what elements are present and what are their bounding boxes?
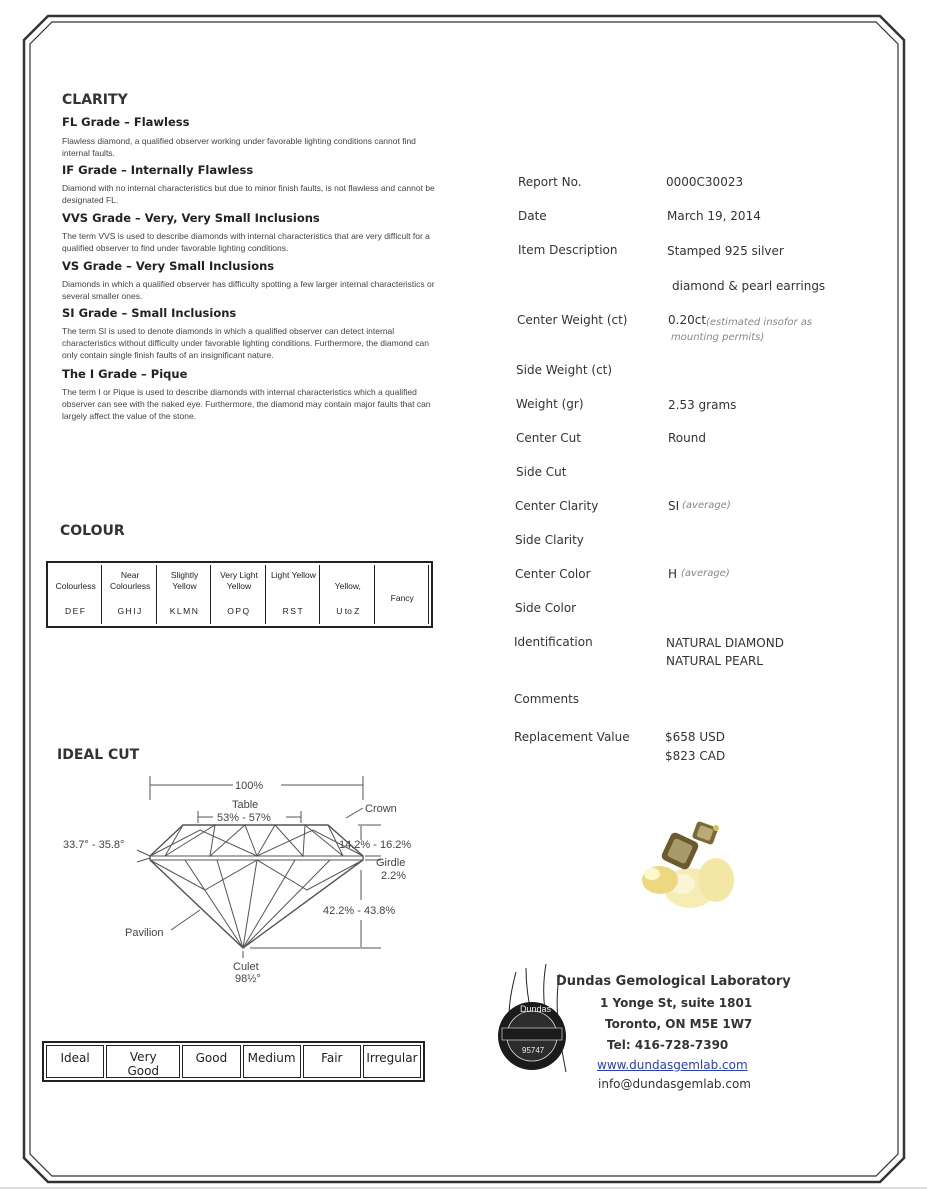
crown-label: Crown xyxy=(365,803,397,815)
colour-cell: Light Yellow RST xyxy=(268,565,320,624)
colour-cell: Yellow, U to Z xyxy=(322,565,374,624)
side-weight-label: Side Weight (ct) xyxy=(516,363,613,377)
center-color-value: H xyxy=(668,567,678,581)
center-cut-label: Center Cut xyxy=(516,431,581,445)
weight-gr-value: 2.53 grams xyxy=(668,398,737,412)
lab-name: Dundas Gemological Laboratory xyxy=(556,974,791,989)
grade-i-description: The term I or Pique is used to describe diamonds with internal characteristics which a qualified observer can see with the naked eye. Furthermore, the diamond may contain major faults that can largely affect the value of the stone. xyxy=(62,387,431,421)
colour-cell: Colourless DEF xyxy=(50,565,102,624)
pavilion-label: Pavilion xyxy=(125,927,164,939)
clarity-title: CLARITY xyxy=(62,92,128,108)
item-description-value-line2: diamond & pearl earrings xyxy=(672,279,826,293)
center-weight-value: 0.20ct xyxy=(668,313,707,327)
girdle-value-label: 2.2% xyxy=(381,870,407,882)
lab-city: Toronto, ON M5E 1W7 xyxy=(605,1017,753,1031)
center-weight-label: Center Weight (ct) xyxy=(517,313,628,327)
identification-value-1: NATURAL DIAMOND xyxy=(666,636,784,650)
side-color-label: Side Color xyxy=(515,601,577,615)
grade-vvs-heading: VVS Grade – Very, Very Small Inclusions xyxy=(62,211,320,225)
replacement-value-usd: $658 USD xyxy=(665,730,725,744)
grade-i-heading: The I Grade – Pique xyxy=(62,367,188,381)
grade-if-heading: IF Grade – Internally Flawless xyxy=(62,163,254,177)
table-label: Table xyxy=(232,799,259,811)
ideal-cut-title: IDEAL CUT xyxy=(57,747,140,763)
replacement-value-cad: $823 CAD xyxy=(665,749,726,763)
colour-scale-table xyxy=(46,561,433,628)
lab-address: 1 Yonge St, suite 1801 xyxy=(600,996,753,1010)
colour-cell: Near Colourless GHIJ xyxy=(104,565,156,624)
center-clarity-note: (average) xyxy=(682,500,731,511)
culet-angle-label: 98½° xyxy=(235,973,261,985)
girdle-label: Girdle xyxy=(376,857,406,869)
colour-title: COLOUR xyxy=(60,523,125,539)
center-cut-value: Round xyxy=(668,431,706,445)
table-range-label: 53% - 57% xyxy=(217,812,271,824)
comments-label: Comments xyxy=(514,692,580,706)
crown-angle-label: 33.7° - 35.8° xyxy=(63,839,125,851)
colour-cell: Very Light Yellow OPQ xyxy=(213,565,265,624)
cut-grade-cell: Medium xyxy=(243,1045,301,1078)
date-value: March 19, 2014 xyxy=(667,209,761,223)
colour-cell: Fancy xyxy=(377,565,429,624)
grade-vs-description: Diamonds in which a qualified observer has difficulty spotting a few larger internal characteristics or several smaller ones. xyxy=(62,279,435,301)
culet-label: Culet xyxy=(233,961,259,973)
grade-si-heading: SI Grade – Small Inclusions xyxy=(62,306,237,320)
cut-grade-cell: Irregular xyxy=(363,1045,421,1078)
pavilion-depth-label: 42.2% - 43.8% xyxy=(323,905,396,917)
replacement-value-label: Replacement Value xyxy=(514,730,630,744)
cut-grade-cell: Ideal xyxy=(46,1045,104,1078)
grade-si-description: The term SI is used to denote diamonds in which a qualified observer can detect internal characteristics without difficulty under favorable lighting conditions. Furthermore, the diamond can only contain single finish faults of an insignificant nature. xyxy=(62,326,429,360)
item-description-label: Item Description xyxy=(518,243,618,257)
center-color-note: (average) xyxy=(681,568,730,579)
weight-gr-label: Weight (gr) xyxy=(516,397,584,411)
colour-cell: Slightly Yellow KLMN xyxy=(159,565,211,624)
side-cut-label: Side Cut xyxy=(516,465,567,479)
width-percent-label: 100% xyxy=(235,780,264,792)
lab-phone: Tel: 416-728-7390 xyxy=(607,1038,729,1052)
center-color-label: Center Color xyxy=(515,567,591,581)
ideal-cut-diagram xyxy=(45,770,445,990)
lab-email: info@dundasgemlab.com xyxy=(598,1077,751,1091)
center-clarity-value: SI xyxy=(668,499,680,513)
center-weight-note: (estimated insofor as mounting permits) xyxy=(671,317,813,343)
cut-grade-cell: Very Good xyxy=(106,1045,180,1078)
grade-if-description: Diamond with no internal characteristics but due to minor finish faults, is not flawless and cannot be designated FL. xyxy=(62,183,435,205)
center-clarity-label: Center Clarity xyxy=(515,499,599,513)
seal-number-text: 95747 xyxy=(522,1046,545,1055)
identification-label: Identification xyxy=(514,635,593,649)
grade-vvs-description: The term VVS is used to describe diamonds with internal characteristics that are very difficult for a qualified observer to find under favorable lighting conditions. xyxy=(62,231,430,253)
report-no-label: Report No. xyxy=(518,175,582,189)
grade-fl-description: Flawless diamond, a qualified observer working under favorable lighting conditions cannot find internal faults. xyxy=(62,136,416,158)
grade-fl-heading: FL Grade – Flawless xyxy=(62,115,190,129)
grade-vs-heading: VS Grade – Very Small Inclusions xyxy=(62,259,275,273)
lab-website-link[interactable]: www.dundasgemlab.com xyxy=(597,1058,748,1072)
cut-grade-cell: Fair xyxy=(303,1045,361,1078)
date-label: Date xyxy=(518,209,547,223)
seal-top-text: Dundas xyxy=(520,1004,552,1014)
report-no-value: 0000C30023 xyxy=(666,175,744,189)
identification-value-2: NATURAL PEARL xyxy=(666,654,763,668)
item-description-value: Stamped 925 silver xyxy=(667,244,784,258)
earrings-photo xyxy=(630,818,740,916)
cut-grade-table xyxy=(42,1041,425,1082)
cut-grade-cell: Good xyxy=(182,1045,240,1078)
side-clarity-label: Side Clarity xyxy=(515,533,584,547)
crown-height-label: 14.2% - 16.2% xyxy=(339,839,412,851)
